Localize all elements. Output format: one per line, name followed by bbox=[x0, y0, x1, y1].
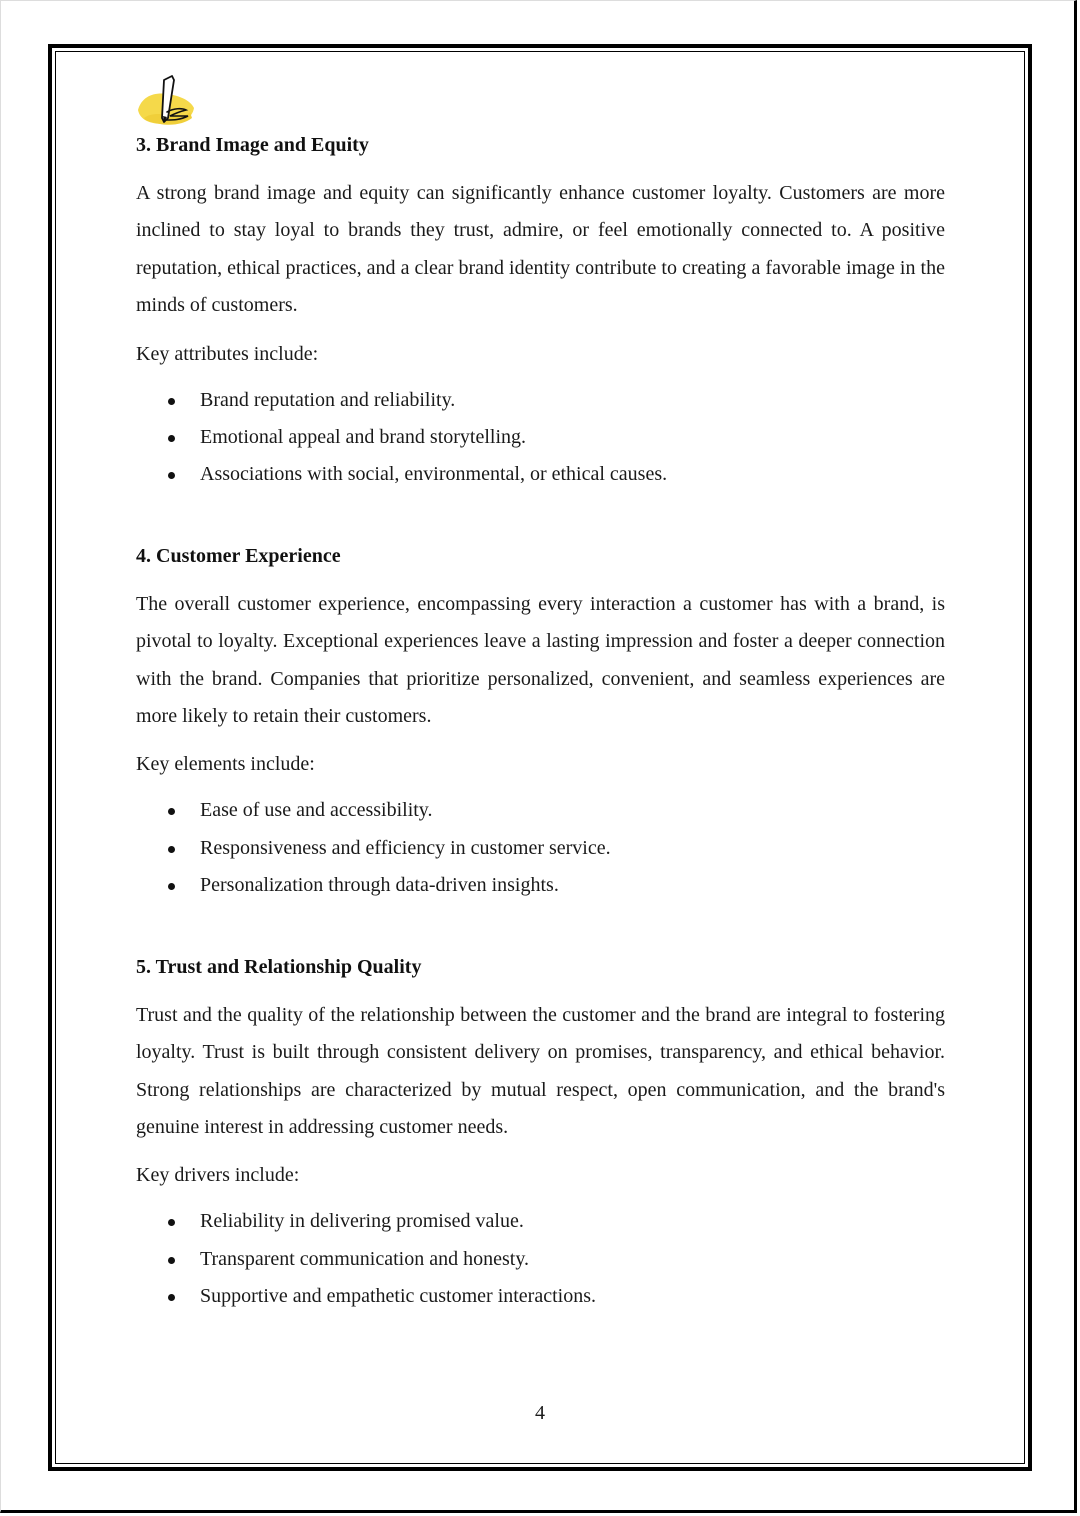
list-item bbox=[136, 382, 945, 419]
list-item bbox=[136, 1278, 945, 1315]
list-item bbox=[136, 456, 945, 493]
section-trust-relationship bbox=[136, 950, 945, 1316]
section-heading: 4. Customer Experience bbox=[136, 544, 341, 567]
list-item-text: Transparent communication and honesty. bbox=[200, 1247, 530, 1270]
section-lead-text: Key attributes include: bbox=[136, 342, 319, 365]
bullet-dot bbox=[168, 846, 175, 853]
section-heading: 5. Trust and Relationship Quality bbox=[136, 955, 422, 978]
bullet-dot bbox=[168, 472, 175, 479]
list-item-text: Supportive and empathetic customer interactions. bbox=[200, 1285, 596, 1308]
section-paragraph: The overall customer experience, encompassing every interaction a customer has with a brand, is pivotal to loyalty. Exceptional experiences leave a lasting impression and foster a deeper connection with the brand. Companies that prioritize personalized, convenient, and seamless experiences are more likely to retain their customers. bbox=[136, 592, 945, 728]
list-item bbox=[136, 1241, 945, 1278]
bullet-dot bbox=[168, 808, 175, 815]
section-heading: 3. Brand Image and Equity bbox=[136, 134, 369, 156]
section-paragraph: Trust and the quality of the relationship between the customer and the brand are integral to fostering loyalty. Trust is built through consistent delivery on promises, transparency, and ethical behavior. Strong relationships are characterized by mutual respect, open communication, and the brand's genuine interest in addressing customer needs. bbox=[136, 1003, 945, 1138]
bullet-dot bbox=[168, 1219, 175, 1226]
section-customer-experience bbox=[136, 539, 945, 905]
section-brand-image bbox=[136, 128, 945, 494]
list-item bbox=[136, 830, 945, 867]
list-item bbox=[136, 419, 945, 456]
list-item-text: Emotional appeal and brand storytelling. bbox=[200, 426, 527, 449]
list-item bbox=[136, 1203, 945, 1240]
list-item-text: Ease of use and accessibility. bbox=[200, 799, 433, 822]
section-lead-text: Key drivers include: bbox=[136, 1164, 300, 1187]
list-item-text: Brand reputation and reliability. bbox=[200, 388, 456, 411]
list-item bbox=[136, 792, 945, 829]
bullet-list bbox=[136, 1203, 945, 1315]
document-content bbox=[136, 128, 945, 1316]
bullet-dot bbox=[168, 398, 175, 405]
list-item bbox=[136, 867, 945, 904]
section-paragraph: A strong brand image and equity can significantly enhance customer loyalty. Customers are more inclined to stay loyal to brands they trust, admire, or feel emotionally connected to. A positive reputation, ethical practices, and a clear brand identity contribute to creating a favorable image in the minds of customers. bbox=[136, 182, 945, 317]
bullet-dot bbox=[168, 1294, 175, 1301]
list-item-text: Reliability in delivering promised value. bbox=[200, 1210, 524, 1233]
list-item-text: Associations with social, environmental, or ethical causes. bbox=[200, 463, 668, 486]
list-item-text: Responsiveness and efficiency in customer service. bbox=[200, 836, 611, 859]
list-item-text: Personalization through data-driven insights. bbox=[200, 874, 559, 897]
bullet-list bbox=[136, 382, 945, 494]
bullet-list bbox=[136, 792, 945, 904]
bullet-dot bbox=[168, 1257, 175, 1264]
bullet-dot bbox=[168, 435, 175, 442]
bullet-dot bbox=[168, 883, 175, 890]
page-number: 4 bbox=[535, 1402, 545, 1424]
section-lead-text: Key elements include: bbox=[136, 753, 315, 776]
pen-writing-icon bbox=[134, 72, 198, 132]
